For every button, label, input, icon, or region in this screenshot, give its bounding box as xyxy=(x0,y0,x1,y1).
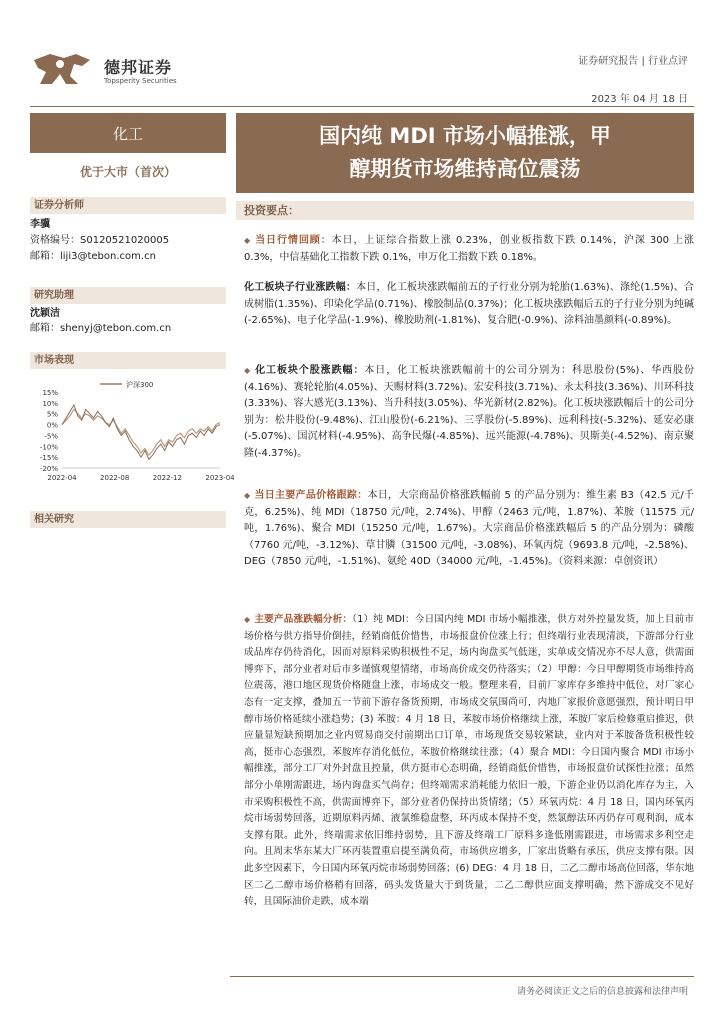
bullet-icon: ◆ xyxy=(244,236,252,245)
y-tick-label: -5% xyxy=(44,432,58,441)
analyst-name: 李骥 xyxy=(30,219,50,230)
y-tick-label: 10% xyxy=(42,399,58,408)
bullet-icon: ◆ xyxy=(244,615,251,624)
y-tick-label: 0% xyxy=(46,421,58,430)
x-tick-label: 2022-04 xyxy=(47,474,77,482)
legend-label: 沪深300 xyxy=(126,381,154,389)
report-type: 证券研究报告 | 行业点评 xyxy=(578,56,688,67)
analyst-section-heading: 证券分析师 xyxy=(30,197,226,214)
company-logo-icon xyxy=(30,50,94,88)
chart-labels xyxy=(40,380,235,482)
paragraph-lead: 化工板块子行业涨跌幅： xyxy=(244,282,357,293)
y-tick-label: 5% xyxy=(46,410,58,419)
footer-disclaimer: 请务必阅读正文之后的信息披露和法律声明 xyxy=(516,987,688,997)
brand-name-en: Topsperity Securities xyxy=(104,77,177,85)
assistant-email[interactable]: 邮箱：shenyj@tebon.com.cn xyxy=(30,323,172,334)
y-tick-label: -15% xyxy=(39,454,58,463)
report-date: 2023 年 04 月 18 日 xyxy=(591,94,688,105)
investment-highlights-heading: 投资要点： xyxy=(236,201,694,220)
assistant-section-heading: 研究助理 xyxy=(30,287,226,304)
stocks-paragraph xyxy=(244,363,694,462)
footer-divider xyxy=(230,976,694,977)
related-research-heading: 相关研究 xyxy=(30,511,226,528)
assistant-name: 沈颖洁 xyxy=(30,308,60,319)
x-tick-label: 2022-12 xyxy=(152,474,182,482)
paragraph-body: 本日，大宗商品价格涨跌幅前 5 的产品分别为：维生素 B3（42.5 元/千克，6.25%)、纯 MDI（18750 元/吨，2.74%)、甲醇（2463 元/吨，1.87%)、苯胺（11575 元/吨，1.76%)、聚合 MDI（15250 元/吨，1.67%)。大宗商品价格涨跌幅后 5 的产品分别为：磷酸（7760 元/吨，-3.12%)、草甘膦（31500 元/吨，-3.08%)、环氧丙烷（9693.8 元/吨，-2.58%)、DEG（7850 元/吨，-1.51%)、氨纶 40D（34000 元/吨，-1.45%)。（资料来源：卓创资讯） xyxy=(244,490,695,567)
paragraph-lead: 化工板块个股涨跌幅： xyxy=(255,365,365,376)
paragraph-body: 本日，上证综合指数上涨 0.23%，创业板指数下跌 0.14%，沪深 300 上涨 0.3%，中信基础化工指数下跌 0.1%，申万化工指数下跌 0.18%。 xyxy=(244,235,695,263)
header-divider xyxy=(30,106,694,107)
rating-label: 优于大市（首次） xyxy=(79,165,176,179)
y-tick-label: -10% xyxy=(39,443,58,452)
industry-label: 化工 xyxy=(30,113,226,153)
x-tick-label: 2022-08 xyxy=(100,474,130,482)
product-analysis-paragraph xyxy=(244,612,694,911)
paragraph-body: （1）纯 MDI：今日国内纯 MDI 市场小幅推涨，供方对外控量发货，加上目前市场价格与供方指导价倒挂，经销商低价惜售，市场报盘价位涨上行；但终端行业表现清淡，下游部分行业成品库存仍待消化，因而对原料采购积极性不足，场内询盘买气低迷，实单成交情况亦不尽人意，供需面博弈下，部分业者对后市多谨慎观望情绪，市场高价成交仍待落实；（2）甲醇：今日甲醇期货市场维持高位震荡，港口地区现货价格随盘上涨，市场成交一般。整理来看，目前厂家库存多维持中低位，对厂家心态有一定支撑，叠加五一节前下游存备货预期，市场成交氛围尚可，内地厂家报价意愿强烈，预计明日甲醇市场价格延续小涨趋势；(3) 苯胺：4 月 18 日，苯胺市场价格继续上涨，苯胺厂家后检修重启推迟，供应量显短缺预期加之业内贸易商交付前期出口订单，市场现货交易较紧缺，业内对于苯胺备货积极性较高，挺市心态强烈，苯胺库存消化低位，苯胺价格继续往涨；（4）聚合 MDI：今日国内聚合 MDI 市场小幅推涨，部分工厂对外封盘且控量，供方挺市心态明确，经销商低价惜售，市场报盘价试探性拉涨；虽然部分小单刚需跟进，场内询盘买气尚存；但终端需求消耗能力依旧一般，下游企业仍以消化库存为主，入市采购积极性不高，供需面博弈下，部分业者仍保持出货情绪；（5）环氧丙烷：4 月 18 日，国内环氧丙烷市场弱势回落，近期原料丙烯、液氯维稳盘整，环丙成本保持不变，然氯醇法环丙仍存可观利润，成本支撑有限。此外，终端需求依旧维持弱势，且下游及终端工厂原料多逢低刚需跟进，市场需求多利空走向。且周末华东某大厂环丙装置重启提至满负荷，市场供应增多，厂家出货略有承压，供应支撑有限。因此多空因素下，今日国内环氧丙烷市场弱势回落；(6) DEG：4 月 18 日，二乙二醇市场高位回落，华东地区二乙二醇市场价格稍有回落，码头发货量大于到货量，二乙二醇供应面支撑明确，然下游成交不见好转，且国际油价走跌，成本端 xyxy=(244,614,694,908)
paragraph-body: 本日，化工板块涨跌幅前五的子行业分别为轮胎(1.63%)、涤纶(1.5%)、合成树脂(1.35%)、印染化学品(0.71%)、橡胶制品(0.37%)；化工板块涨跌幅后五的子行业分别为纯碱(-2.65%)、电子化学品(-1.9%)、橡胶助剂(-1.81%)、复合肥(-0.9%)、涂料油墨颜料(-0.89%)。 xyxy=(244,282,695,326)
title-line-1: 国内纯 MDI 市场小幅推涨，甲 xyxy=(319,124,611,148)
y-tick-label: -20% xyxy=(39,465,58,473)
paragraph-lead: 主要产品涨跌幅分析： xyxy=(254,614,353,625)
x-tick-label: 2023-04 xyxy=(205,474,235,482)
analyst-email[interactable]: 邮箱：liji3@tebon.com.cn xyxy=(30,251,156,262)
subsector-paragraph xyxy=(244,280,694,330)
analyst-cert: 资格编号：S0120521020005 xyxy=(30,235,170,246)
paragraph-lead: 当日主要产品价格跟踪： xyxy=(254,490,368,501)
price-tracking-paragraph xyxy=(244,488,694,571)
bullet-icon: ◆ xyxy=(244,491,251,500)
title-line-2: 醇期货市场维持高位震荡 xyxy=(349,157,581,181)
brand-name: 德邦证券 xyxy=(104,58,173,77)
series-line-csi300 xyxy=(62,409,220,455)
report-title xyxy=(236,113,694,193)
y-tick-label: 15% xyxy=(42,389,58,397)
paragraph-body: 本日，化工板块涨跌幅前十的公司分别为：科思股份(5%)、华西股份(4.16%)、赛轮轮胎(4.05%)、天赐材料(3.72%)、宏安科技(3.71%)、永太科技(3.36%)、川环科技(3.33%)、容大感光(3.13%)、当升科技(3.05%)、华光新材(2.82%)。化工板块涨跌幅后十的公司分别为：松井股份(-9.48%)、江山股份(-6.21%)、三孚股份(-5.89%)、远利科技(-5.32%)、延安必康(-5.07%)、国沉材料(-4.95%)、高争民爆(-4.85%)、远兴能源(-4.78%)、贝斯美(-4.52%)、南京聚隆(-4.37%)。 xyxy=(244,365,695,459)
bullet-icon: ◆ xyxy=(244,366,252,375)
market-section-heading: 市场表现 xyxy=(30,352,226,369)
market-review-paragraph xyxy=(244,233,694,266)
paragraph-lead: 当日行情回顾： xyxy=(255,235,332,246)
chart-lines xyxy=(62,405,220,459)
market-performance-chart xyxy=(30,376,235,484)
